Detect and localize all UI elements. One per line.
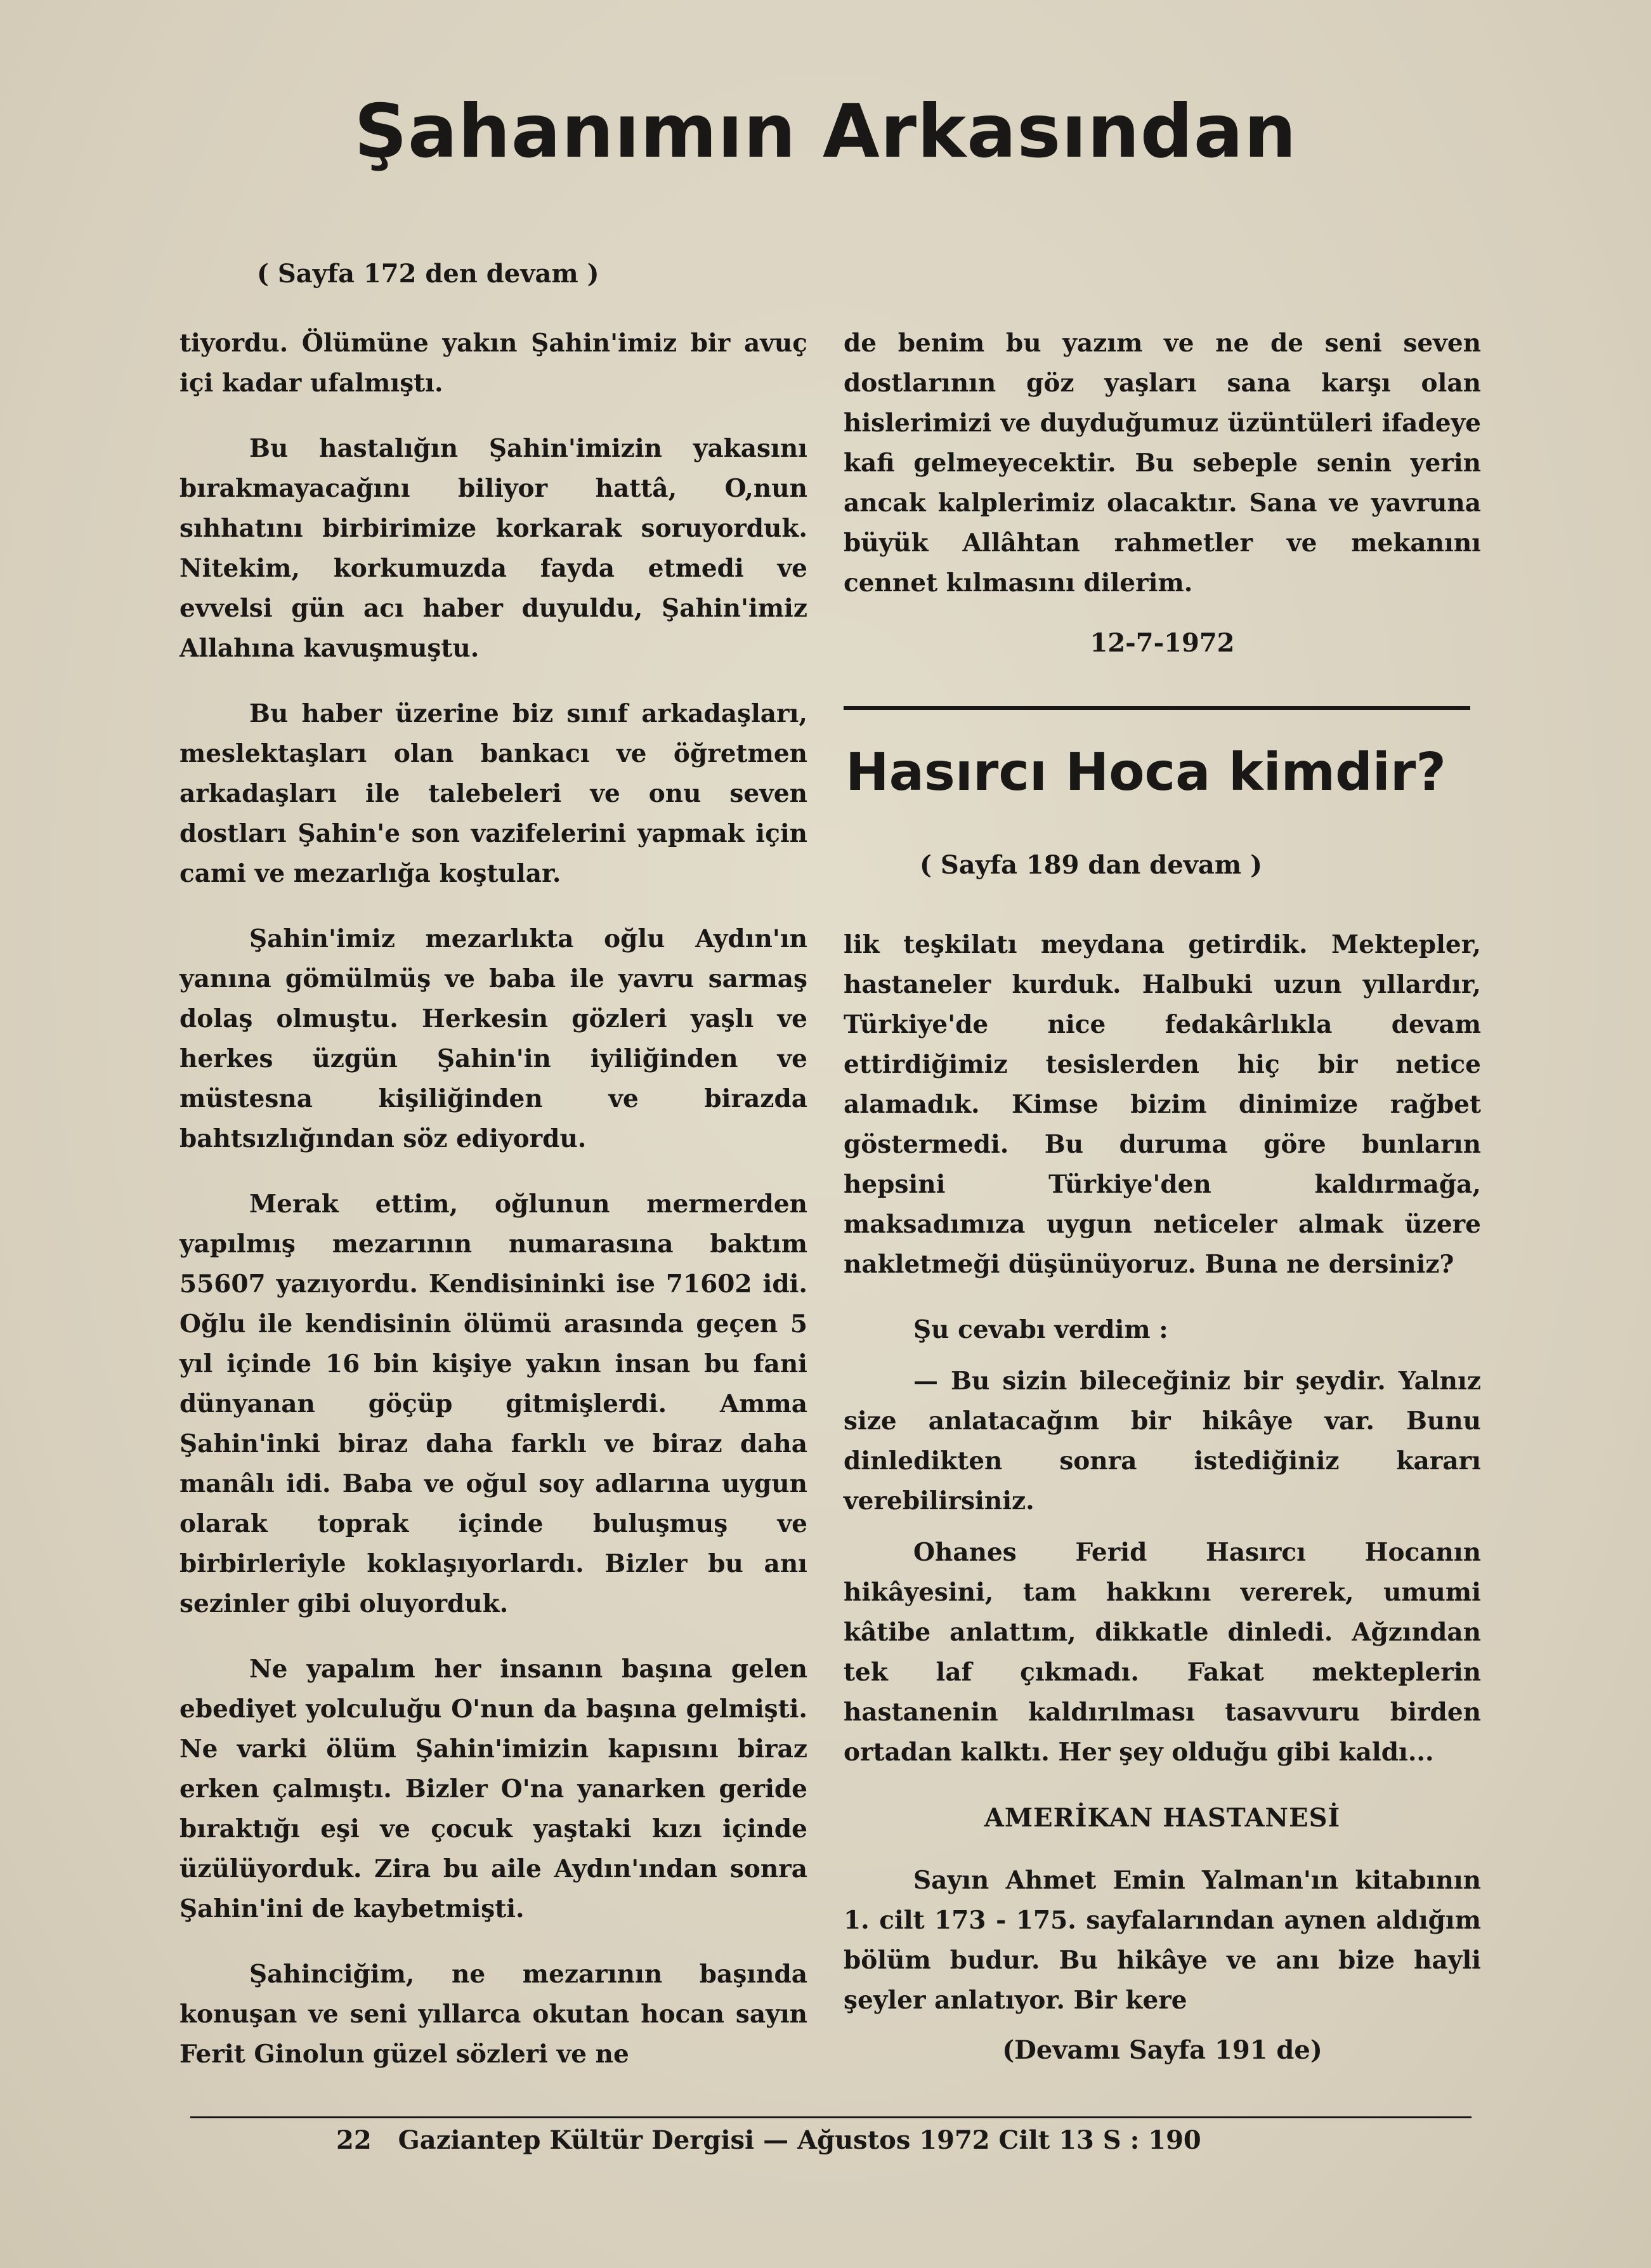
second-article-title: Hasırcı Hoca kimdir?	[845, 742, 1446, 803]
footer	[190, 2125, 1472, 2155]
section-heading: AMERİKAN HASTANESİ	[984, 1803, 1341, 1833]
right-paragraph-top: de benim bu yazım ve ne de seni seven dostlarının göz yaşları sana karşı olan hislerimizi ve duyduğumuz üzüntüleri ifadeye kafi gelmeyecektir. Bu sebeple senin yerin ancak kalplerimiz olacaktır. Sana ve yavruna büyük Allâhtan rahmetler ve mekanını cennet kılmasını dilerim.	[844, 329, 1481, 598]
footer-text: Gaziantep Kültür Dergisi — Ağustos 1972 Cilt 13 S : 190	[398, 2125, 1201, 2155]
second-paragraph-3: — Bu sizin bileceğiniz bir şeydir. Yalnız size anlatacağım bir hikâye var. Bunu dinledikten sonra istediğiniz kararı verebilirsiniz.	[844, 1367, 1481, 1516]
continuation-note-right: ( Sayfa 189 dan devam )	[920, 850, 1263, 880]
second-article-body	[844, 925, 1481, 2046]
article-title: Şahanımın Arkasından	[354, 89, 1297, 174]
continued-note: (Devamı Sayfa 191 de)	[1002, 2035, 1322, 2065]
left-paragraph-4: Şahin'imiz mezarlıkta oğlu Aydın'ın yanına gömülmüş ve baba ile yavru sarmaş dolaş olmuştu. Herkesin gözleri yaşlı ve herkes üzgün Şahin'in iyiliğinden ve müstesna kişiliğinden ve birazda bahtsızlığından söz ediyordu.	[179, 924, 807, 1153]
left-paragraph-2: Bu hastalığın Şahin'imizin yakasını bırakmayacağını biliyor hattâ, O,nun sıhhatını birbirimize korkarak soruyorduk. Nitekim, korkumuzda fayda etmedi ve evvelsi gün acı haber duyuldu, Şahin'imiz Allahına kavuşmuştu.	[179, 434, 807, 663]
right-column-top	[844, 324, 1481, 629]
left-paragraph-5: Merak ettim, oğlunun mermerden yapılmış mezarının numarasına baktım 55607 yazıyordu. Kendisininki ise 71602 idi. Oğlu ile kendisinin ölümü arasında geçen 5 yıl içinde 16 bin kişiye yakın insan bu fani dünyanan göçüp gitmişlerdi. Amma Şahin'inki biraz daha farklı ve biraz daha manâlı idi. Baba ve oğul soy adlarına uygun olarak toprak içinde buluşmuş ve birbirleriyle koklaşıyorlardı. Bizler bu anı sezinler gibi oluyorduk.	[179, 1190, 807, 1618]
footer-rule	[190, 2116, 1472, 2118]
second-final-paragraph: Sayın Ahmet Emin Yalman'ın kitabının 1. cilt 173 - 175. sayfalarından aynen aldığım bölüm budur. Bu hikâye ve anı bize hayli şeyler anlatıyor. Bir kere	[844, 1866, 1481, 2015]
left-paragraph-1: tiyordu. Ölümüne yakın Şahin'imiz bir avuç içi kadar ufalmıştı.	[179, 329, 807, 398]
continuation-note-left: ( Sayfa 172 den devam )	[257, 259, 599, 289]
page-number: 22	[336, 2125, 372, 2155]
second-paragraph-2: Şu cevabı verdim :	[913, 1315, 1168, 1344]
section-divider	[844, 706, 1470, 710]
second-paragraph-4: Ohanes Ferid Hasırcı Hocanın hikâyesini, tam hakkını vererek, umumi kâtibe anlattım, dikkatle dinledi. Ağzından tek laf çıkmadı. Fakat mekteplerin hastanenin kaldırılması tasavvuru birden ortadan kalktı. Her şey olduğu gibi kaldı...	[844, 1538, 1481, 1767]
left-column	[179, 324, 807, 2100]
left-paragraph-7: Şahinciğim, ne mezarının başında konuşan ve seni yıllarca okutan hocan sayın Ferit Ginolun güzel sözleri ve ne	[179, 1960, 807, 2069]
second-paragraph-1: lik teşkilatı meydana getirdik. Mektepler, hastaneler kurduk. Halbuki uzun yıllardır, Türkiye'de nice fedakârlıkla devam ettirdiğimiz tesislerden hiç bir netice alamadık. Kimse bizim dinimize rağbet göstermedi. Bu duruma göre bunların hepsini Türkiye'den kaldırmağa, maksadımıza uygun neticeler almak üzere nakletmeği düşünüyoruz. Buna ne dersiniz?	[844, 930, 1481, 1279]
article-date: 12-7-1972	[1090, 628, 1235, 658]
left-paragraph-6: Ne yapalım her insanın başına gelen ebediyet yolculuğu O'nun da başına gelmişti. Ne varki ölüm Şahin'imizin kapısını biraz erken çalmıştı. Bizler O'na yanarken geride bıraktığı eşi ve çocuk yaştaki kızı içinde üzülüyorduk. Zira bu aile Aydın'ından sonra Şahin'ini de kaybetmişti.	[179, 1655, 807, 1924]
left-paragraph-3: Bu haber üzerine biz sınıf arkadaşları, meslektaşları olan bankacı ve öğretmen arkadaşları ile talebeleri ve onu seven dostları Şahin'e son vazifelerini yapmak için cami ve mezarlığa koştular.	[179, 699, 807, 888]
